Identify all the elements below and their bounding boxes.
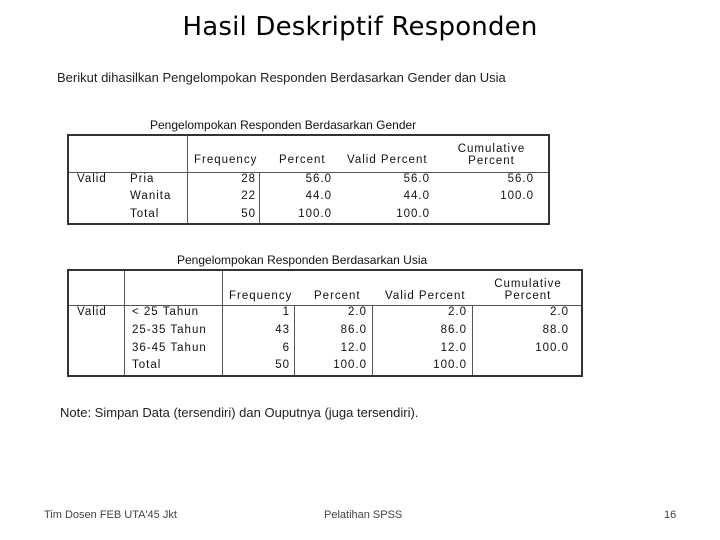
table-cell-frequency: 50 xyxy=(275,359,290,371)
table-row-label: Wanita xyxy=(130,190,172,202)
table-cell-percent: 12.0 xyxy=(340,342,367,354)
usia-table-title: Pengelompokan Responden Berdasarkan Usia xyxy=(177,253,428,267)
gender-header-frequency: Frequency xyxy=(194,154,258,166)
table-cell-valid-percent: 86.0 xyxy=(440,324,467,336)
table-cell-percent: 56.0 xyxy=(305,173,332,185)
gender-header-cumulative-percent: Percent xyxy=(468,155,515,167)
gender-header-valid-percent: Valid Percent xyxy=(347,154,428,166)
usia-header-valid-percent: Valid Percent xyxy=(385,290,466,302)
table-row-label: 36-45 Tahun xyxy=(132,342,207,354)
table-cell-valid-percent: 100.0 xyxy=(396,208,430,220)
intro-text: Berikut dihasilkan Pengelompokan Responden Berdasarkan Gender dan Usia xyxy=(57,70,506,85)
gender-group-label: Valid xyxy=(77,173,107,185)
usia-group-label: Valid xyxy=(77,306,107,318)
gender-frequency-table xyxy=(67,134,550,225)
table-cell-valid-percent: 100.0 xyxy=(433,359,467,371)
table-cell-frequency: 50 xyxy=(241,208,256,220)
table-cell-valid-percent: 56.0 xyxy=(403,173,430,185)
table-cell-valid-percent: 2.0 xyxy=(448,306,467,318)
page-number: 16 xyxy=(664,509,677,521)
usia-header-percent: Percent xyxy=(314,290,361,302)
table-cell-cumulative: 100.0 xyxy=(500,190,534,202)
table-cell-cumulative: 56.0 xyxy=(507,173,534,185)
table-cell-percent: 100.0 xyxy=(333,359,367,371)
usia-frequency-table xyxy=(67,269,583,377)
table-cell-percent: 2.0 xyxy=(348,306,367,318)
usia-header-frequency: Frequency xyxy=(229,290,293,302)
gender-header-cumulative: Cumulative xyxy=(457,143,526,155)
table-cell-cumulative: 88.0 xyxy=(542,324,569,336)
usia-header-cumulative-percent: Percent xyxy=(504,290,552,302)
table-cell-valid-percent: 12.0 xyxy=(440,342,467,354)
table-row-label: 25-35 Tahun xyxy=(132,324,207,336)
table-cell-frequency: 22 xyxy=(241,190,256,202)
note-text: Note: Simpan Data (tersendiri) dan Ouputnya (juga tersendiri). xyxy=(60,405,419,420)
table-cell-cumulative: 100.0 xyxy=(535,342,569,354)
table-cell-frequency: 28 xyxy=(241,173,256,185)
slide-title: Hasil Deskriptif Responden xyxy=(182,12,538,42)
gender-table-title: Pengelompokan Responden Berdasarkan Gender xyxy=(150,118,417,132)
table-row-label: Total xyxy=(132,359,162,371)
table-cell-percent: 100.0 xyxy=(298,208,332,220)
usia-header-cumulative: Cumulative xyxy=(494,278,562,290)
table-cell-percent: 44.0 xyxy=(305,190,332,202)
table-cell-percent: 86.0 xyxy=(340,324,367,336)
table-cell-frequency: 6 xyxy=(282,342,290,354)
table-row-label: Pria xyxy=(130,173,155,185)
table-cell-frequency: 1 xyxy=(282,306,290,318)
table-row-label: Total xyxy=(130,208,160,220)
table-cell-valid-percent: 44.0 xyxy=(403,190,430,202)
table-cell-frequency: 43 xyxy=(275,324,290,336)
table-cell-cumulative: 2.0 xyxy=(550,306,569,318)
footer-author: Tim Dosen FEB UTA'45 Jkt xyxy=(44,509,177,521)
footer-course: Pelatihan SPSS xyxy=(324,509,403,521)
gender-header-percent: Percent xyxy=(279,154,326,166)
table-row-label: < 25 Tahun xyxy=(132,306,200,318)
